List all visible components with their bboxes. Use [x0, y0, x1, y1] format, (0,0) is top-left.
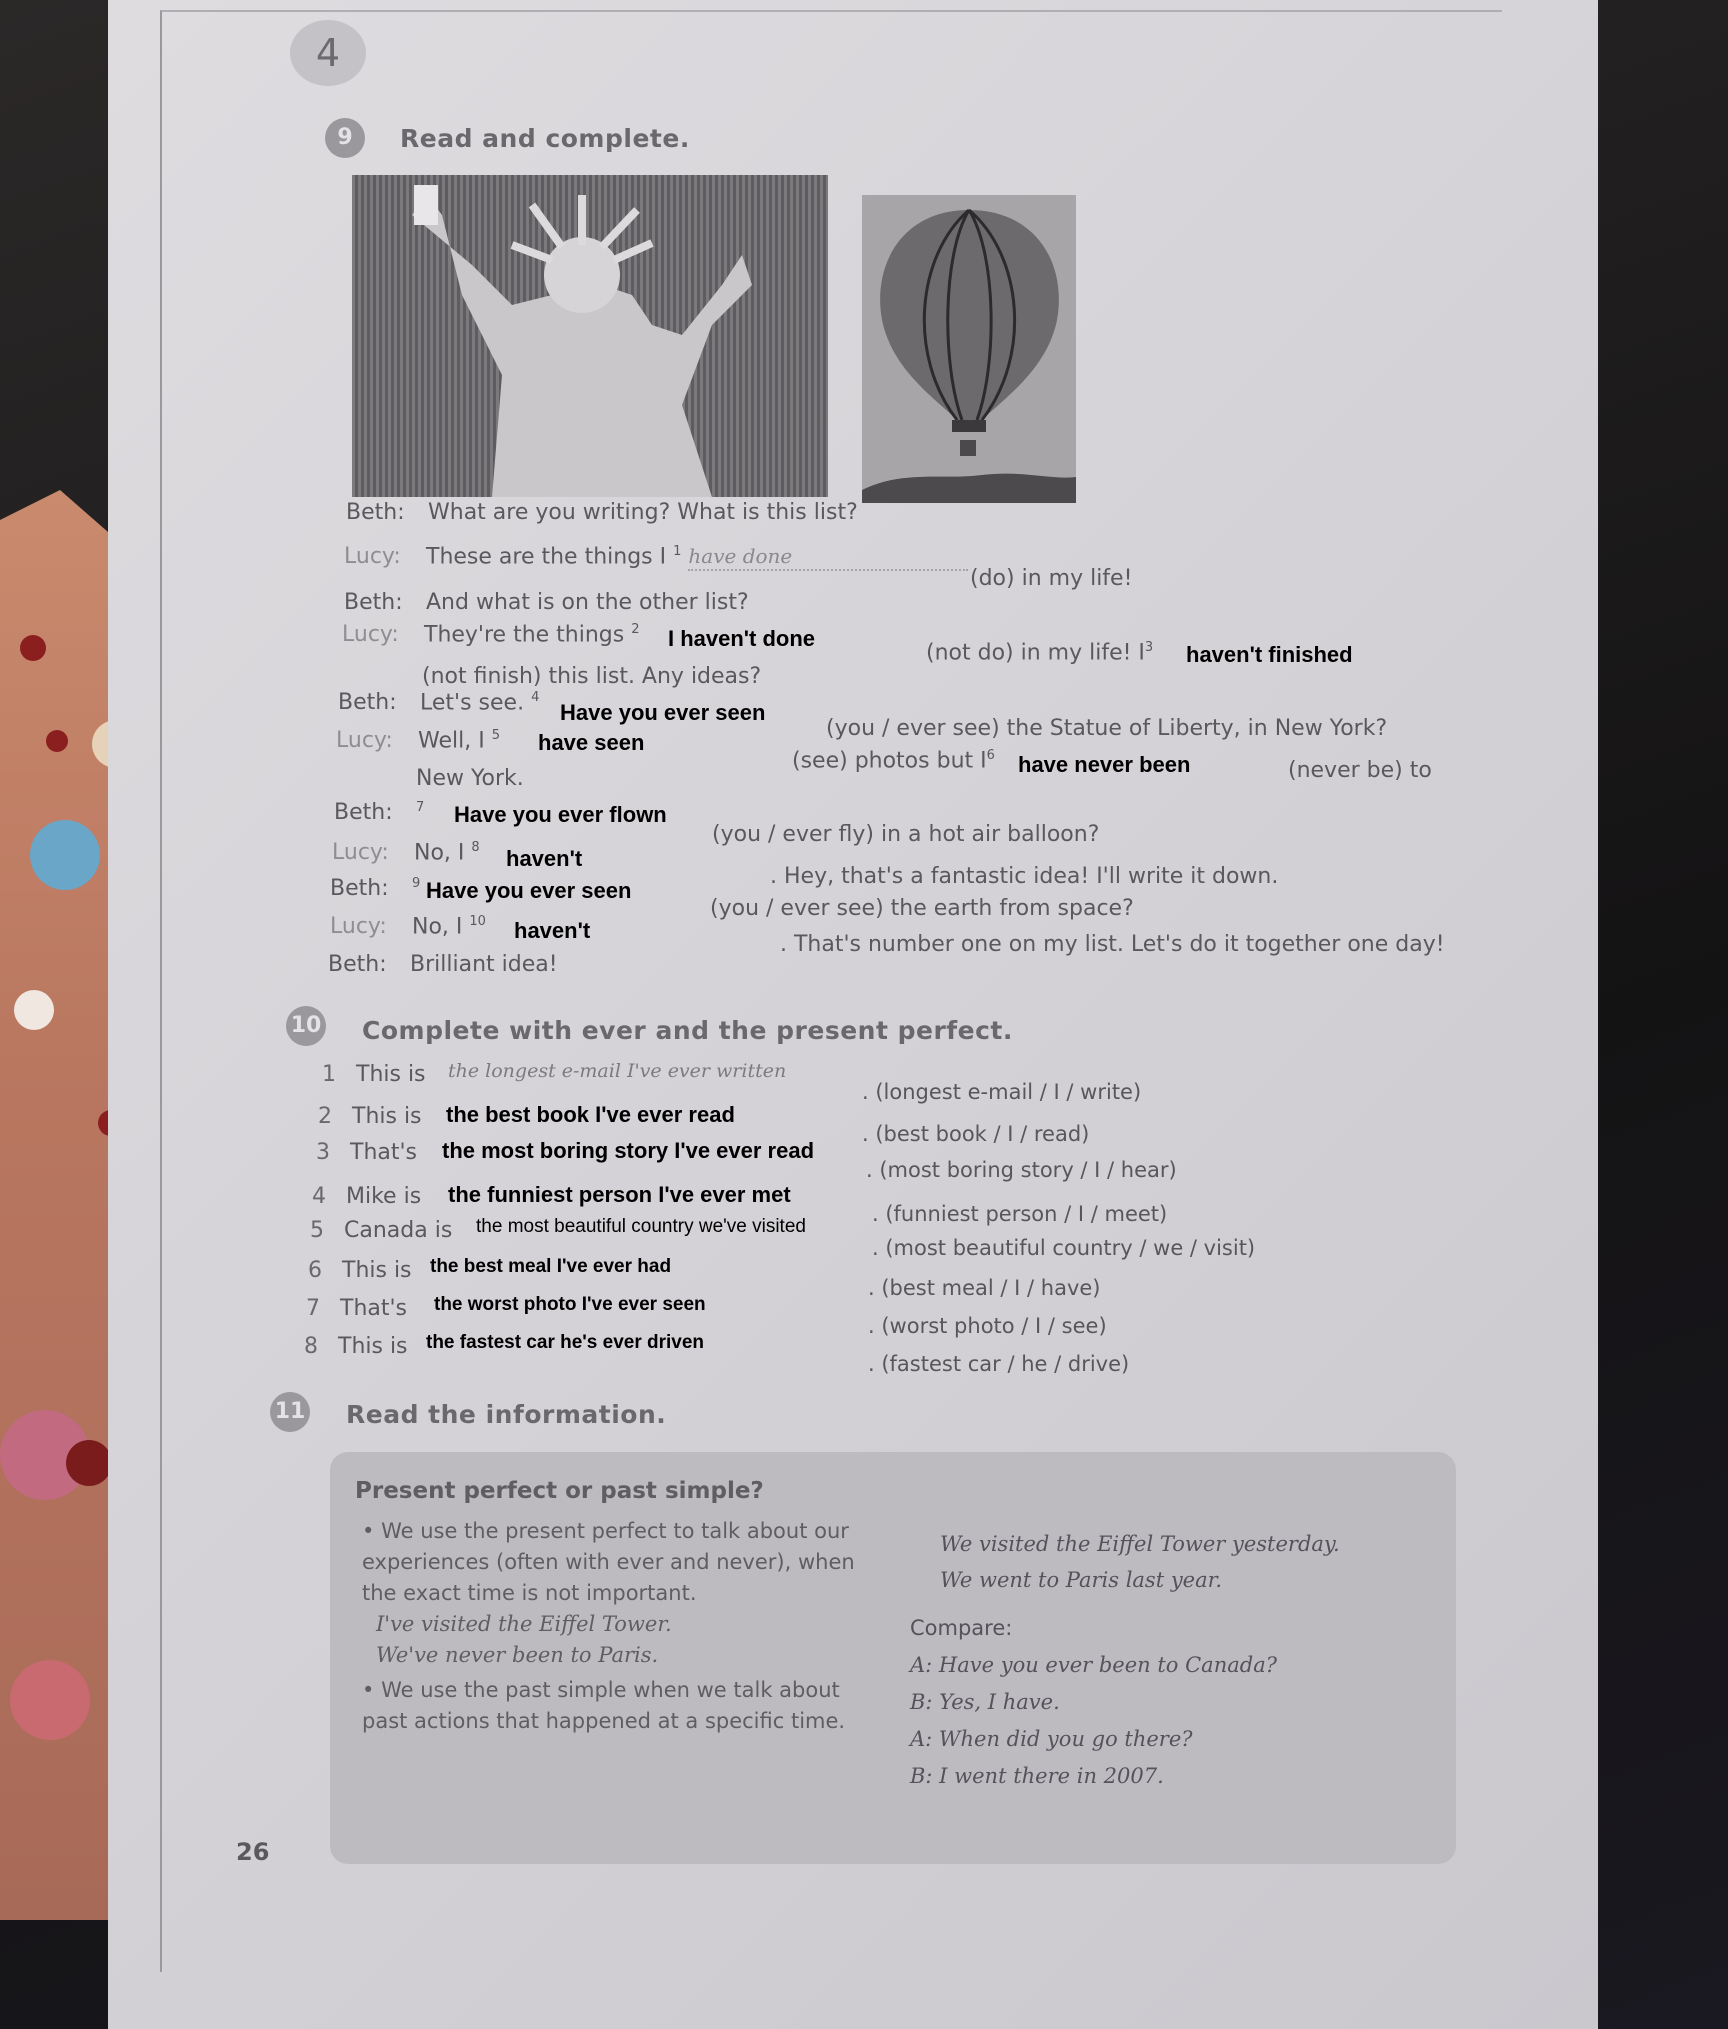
speaker-beth: Beth:: [338, 690, 397, 716]
item-number: 8: [304, 1334, 318, 1359]
dialogue-line-13: [328, 952, 558, 977]
item-number: 6: [308, 1258, 322, 1283]
item-stem: This is: [342, 1258, 412, 1283]
answer-5[interactable]: have seen: [538, 730, 645, 755]
info-example: We visited the Eiffel Tower yesterday.: [940, 1532, 1340, 1556]
gap-number: 4: [531, 690, 540, 705]
item-number: 3: [316, 1140, 330, 1165]
bullet-text: We use the present perfect to talk about our experiences (often with ever and never), when the exact time is not important.: [362, 1519, 855, 1605]
compare-label: Compare:: [910, 1616, 1013, 1640]
dialogue-cue-6: (you / ever see) the Statue of Liberty, in New York?: [826, 716, 1388, 741]
answer-3[interactable]: haven't finished: [1186, 642, 1353, 667]
ex10-answer-4[interactable]: the funniest person I've ever met: [448, 1182, 791, 1207]
gap-number: 3: [1144, 640, 1154, 655]
ex10-cue-8: . (fastest car / he / drive): [868, 1352, 1130, 1376]
answer-7[interactable]: Have you ever flown: [454, 802, 667, 827]
dialogue-text: These are the things I: [426, 544, 667, 570]
ex10-item-2: [318, 1104, 422, 1129]
ex10-item-6: [308, 1258, 412, 1283]
ex10-item-4: [312, 1184, 421, 1209]
compare-line: A: When did you go there?: [910, 1727, 1193, 1751]
item-stem: That's: [340, 1296, 407, 1321]
dialogue-line-1: [346, 500, 858, 525]
dialogue-line-4: [342, 622, 640, 647]
item-stem: This is: [338, 1334, 408, 1359]
cue-text: (see) photos but I: [792, 748, 987, 774]
answer-8[interactable]: haven't: [506, 846, 583, 871]
speaker-beth: Beth:: [344, 590, 403, 615]
dialogue-line-9: [334, 800, 424, 825]
info-box-title: Present perfect or past simple?: [355, 1478, 764, 1504]
ex10-item-7: [306, 1296, 407, 1321]
info-bullet-1: [362, 1516, 872, 1737]
dialogue-cue-9: (you / ever fly) in a hot air balloon?: [712, 822, 1100, 847]
dialogue-line-7: [336, 728, 500, 753]
cue-text: (not do) in my life! I: [926, 640, 1145, 666]
gap-number: 6: [986, 748, 995, 763]
gap-number: 9: [412, 876, 421, 891]
dialogue-cue-7b: (never be) to: [1288, 758, 1432, 783]
ex10-cue-7: . (worst photo / I / see): [868, 1314, 1107, 1338]
info-example: We went to Paris last year.: [940, 1568, 1223, 1592]
answer-6[interactable]: have never been: [1018, 752, 1191, 777]
ex10-item-8: [304, 1334, 408, 1359]
compare-line: B: Yes, I have.: [910, 1690, 1060, 1714]
answer-4[interactable]: Have you ever seen: [560, 700, 766, 725]
ex10-item-5: [310, 1218, 452, 1243]
speaker-lucy: Lucy:: [332, 840, 389, 866]
answer-2[interactable]: I haven't done: [668, 626, 816, 651]
dialogue-line-12: [330, 914, 486, 939]
dialogue-line-5: (not finish) this list. Any ideas?: [422, 664, 762, 689]
dialogue-text: What are you writing? What is this list?: [428, 500, 858, 525]
item-stem: This is: [356, 1062, 426, 1087]
item-number: 4: [312, 1184, 326, 1209]
exercise-10-badge: 10: [286, 1006, 326, 1046]
item-stem: Canada is: [344, 1218, 453, 1243]
info-compare: [910, 1610, 1277, 1795]
ex10-cue-2: . (best book / I / read): [862, 1122, 1090, 1146]
info-example: We've never been to Paris.: [376, 1643, 659, 1667]
dialogue-text: Well, I: [418, 728, 485, 754]
dialogue-text: They're the things: [424, 622, 625, 648]
dialogue-cue-12: . That's number one on my list. Let's do it together one day!: [780, 932, 1445, 957]
exercise-11-badge: 11: [270, 1392, 310, 1432]
ex10-answer-6[interactable]: the best meal I've ever had: [430, 1256, 672, 1277]
bullet-dot: •: [362, 1519, 382, 1543]
compare-line: B: I went there in 2007.: [910, 1764, 1164, 1788]
speaker-beth: Beth:: [346, 500, 405, 525]
ex10-cue-6: . (best meal / I / have): [868, 1276, 1101, 1300]
example-answer: have done: [688, 544, 793, 569]
dialogue-cue-10: . Hey, that's a fantastic idea! I'll write it down.: [770, 864, 1279, 889]
speaker-lucy: Lucy:: [342, 622, 399, 648]
ex10-answer-1[interactable]: the longest e-mail I've ever written: [448, 1060, 787, 1082]
item-stem: Mike is: [346, 1184, 422, 1209]
speaker-beth: Beth:: [334, 800, 393, 826]
dialogue-cue-11: (you / ever see) the earth from space?: [710, 896, 1134, 921]
info-right-examples: [940, 1526, 1340, 1598]
compare-line: A: Have you ever been to Canada?: [910, 1653, 1277, 1677]
item-number: 2: [318, 1104, 332, 1129]
ex10-cue-4: . (funniest person / I / meet): [872, 1202, 1168, 1226]
info-example: I've visited the Eiffel Tower.: [376, 1612, 672, 1636]
statue-of-liberty-photo: [352, 175, 828, 497]
exercise-10-title: Complete with ever and the present perfect.: [362, 1016, 1013, 1045]
dialogue-text: And what is on the other list?: [426, 590, 749, 615]
dialogue-line-6: [338, 690, 539, 715]
ex10-item-3: [316, 1140, 417, 1165]
speaker-lucy: Lucy:: [336, 728, 393, 754]
dialogue-line-8: New York.: [416, 766, 524, 791]
gap-number: 5: [491, 728, 500, 743]
exercise-9-title: Read and complete.: [400, 124, 690, 153]
ex10-cue-1: . (longest e-mail / I / write): [862, 1080, 1142, 1104]
gap-number: 1: [673, 544, 682, 559]
ex10-cue-5: . (most beautiful country / we / visit): [872, 1236, 1256, 1260]
gap-number: 2: [631, 622, 640, 637]
ex10-answer-8[interactable]: the fastest car he's ever driven: [426, 1332, 705, 1353]
dialogue-text: Let's see.: [420, 690, 525, 716]
speaker-lucy: Lucy:: [330, 914, 387, 940]
dialogue-text: Brilliant idea!: [410, 952, 558, 977]
ex10-cue-3: . (most boring story / I / hear): [866, 1158, 1177, 1182]
bullet-text: We use the past simple when we talk about past actions that happened at a specific time.: [362, 1678, 846, 1733]
dialogue-cue-7: [792, 748, 995, 773]
hot-air-balloon-photo: [862, 195, 1076, 503]
dialogue-line-3: [344, 590, 749, 615]
gap-number: 7: [416, 800, 425, 815]
dialogue-text: No, I: [414, 840, 465, 866]
item-number: 5: [310, 1218, 324, 1243]
footer-page-number: 26: [236, 1838, 270, 1866]
ex10-answer-3[interactable]: the most boring story I've ever read: [442, 1138, 815, 1163]
dialogue-cue-2: (do) in my life!: [970, 566, 1133, 591]
item-stem: That's: [350, 1140, 417, 1165]
item-stem: This is: [352, 1104, 422, 1129]
ex10-answer-7[interactable]: the worst photo I've ever seen: [434, 1294, 706, 1315]
exercise-11-title: Read the information.: [346, 1400, 667, 1429]
item-number: 1: [322, 1062, 336, 1087]
ex10-answer-5[interactable]: the most beautiful country we've visited: [476, 1216, 806, 1237]
gap-number: 8: [471, 840, 480, 855]
answer-10[interactable]: haven't: [514, 918, 591, 943]
bullet-dot: •: [362, 1678, 382, 1702]
item-number: 7: [306, 1296, 320, 1321]
dialogue-line-2: [344, 544, 968, 571]
ex10-answer-2[interactable]: the best book I've ever read: [446, 1102, 735, 1127]
dialogue-text: No, I: [412, 914, 463, 940]
ex10-item-1: [322, 1062, 426, 1087]
page-number-badge: 4: [290, 20, 366, 86]
dialogue-line-10: [332, 840, 480, 865]
speaker-lucy: Lucy:: [344, 544, 401, 570]
dialogue-line-11: [330, 876, 420, 901]
gap-number: 10: [469, 914, 486, 929]
dialogue-cue-4: [926, 640, 1153, 665]
answer-9[interactable]: Have you ever seen: [426, 878, 632, 903]
exercise-9-badge: 9: [325, 118, 365, 158]
speaker-beth: Beth:: [330, 876, 389, 902]
speaker-beth: Beth:: [328, 952, 387, 977]
